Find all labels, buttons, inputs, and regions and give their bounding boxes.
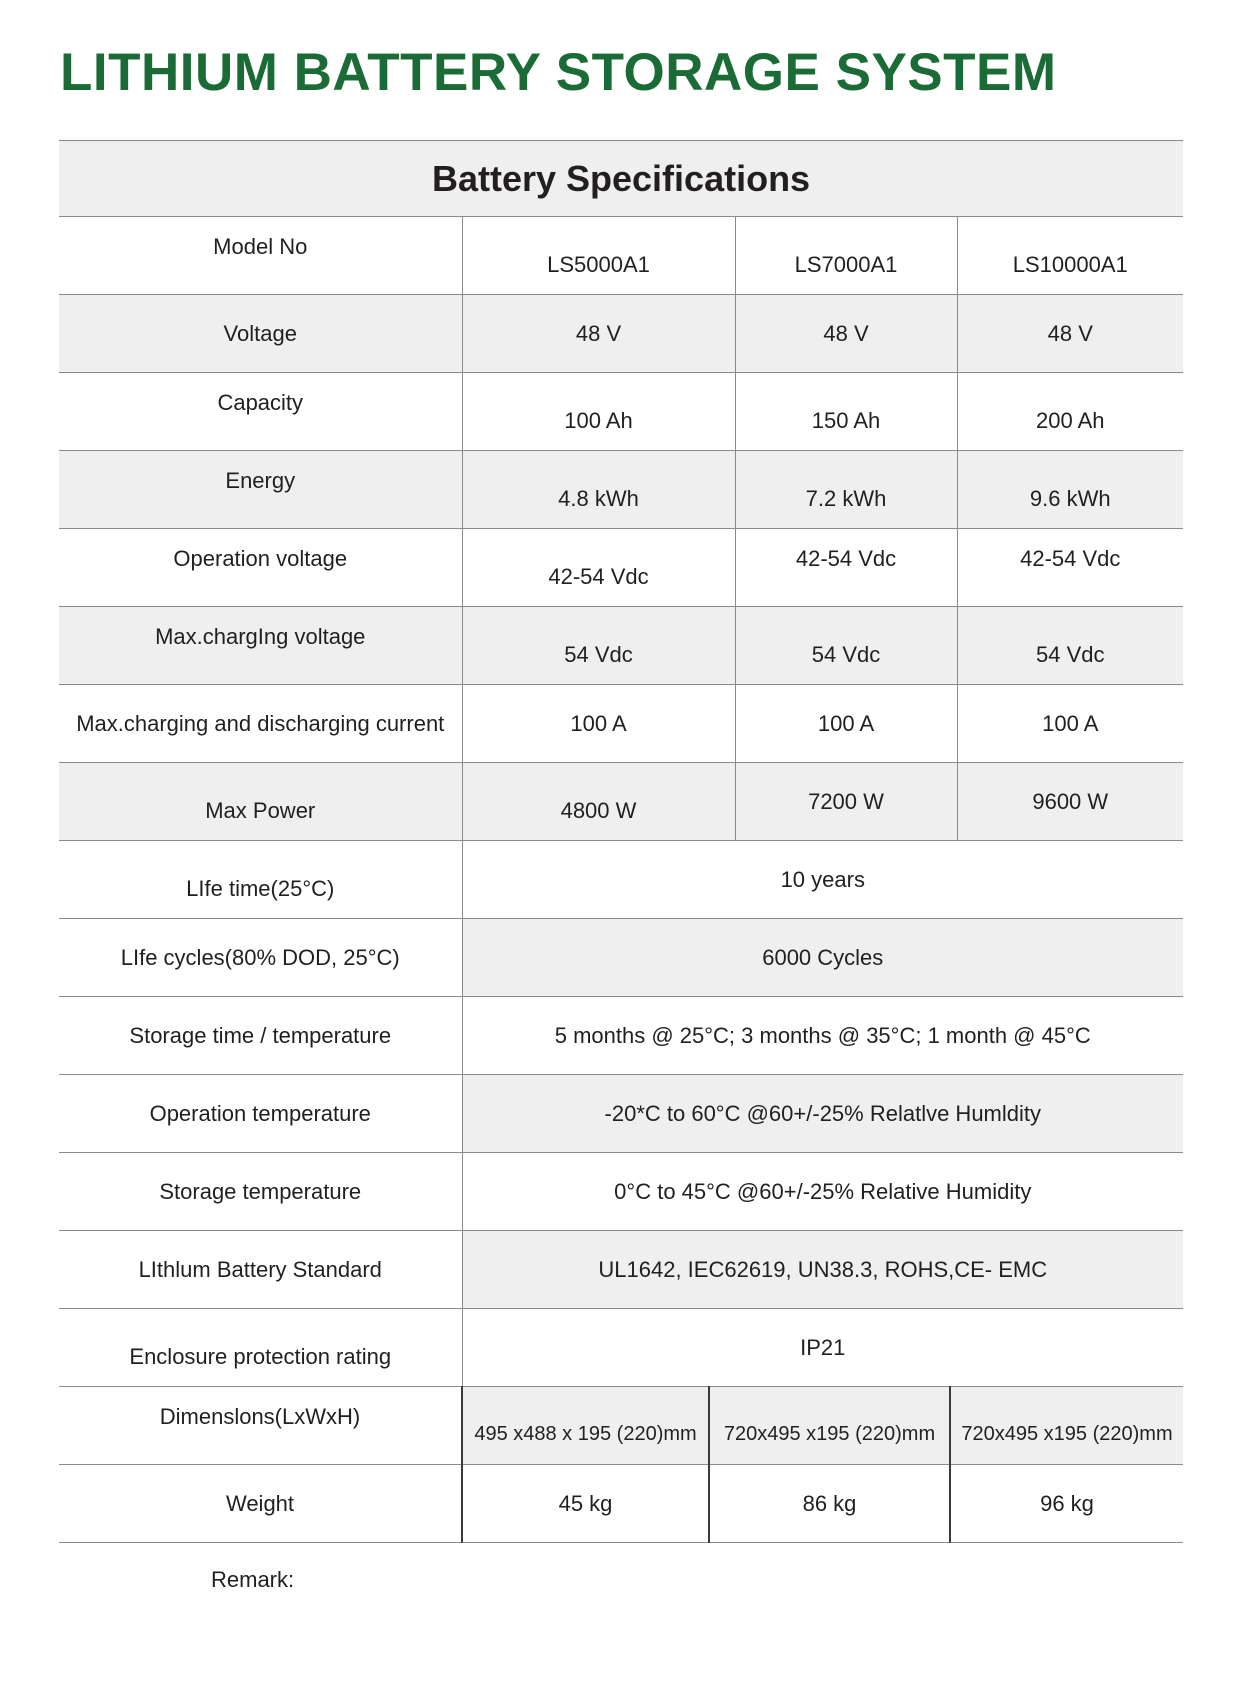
model-cell: LS5000A1 — [462, 217, 735, 295]
value-cell: 86 kg — [709, 1465, 950, 1543]
value-cell: 720x495 x195 (220)mm — [709, 1387, 950, 1465]
table-row-energy — [59, 451, 1183, 529]
table-row-storage-temperature — [59, 1153, 1183, 1231]
value-cell: 42-54 Vdc — [462, 529, 735, 607]
row-label-weight: Weight — [59, 1465, 462, 1543]
row-label-energy: Energy — [59, 451, 462, 529]
row-label-max-charging-voltage: Max.chargIng voltage — [59, 607, 462, 685]
value-cell: 9600 W — [957, 763, 1183, 841]
value-cell: 54 Vdc — [957, 607, 1183, 685]
value-cell: 100 Ah — [462, 373, 735, 451]
value-cell: 54 Vdc — [462, 607, 735, 685]
table-row-voltage — [59, 295, 1183, 373]
row-label-standard: LIthlum Battery Standard — [59, 1231, 462, 1309]
model-cell: LS7000A1 — [735, 217, 957, 295]
row-label-enclosure: Enclosure protection rating — [59, 1309, 462, 1387]
table-header-row — [59, 141, 1183, 217]
value-cell: 100 A — [957, 685, 1183, 763]
row-label-voltage: Voltage — [59, 295, 462, 373]
table-row-standard — [59, 1231, 1183, 1309]
row-label-storage-time: Storage time / temperature — [59, 997, 462, 1075]
value-cell: 6000 Cycles — [462, 919, 1183, 997]
row-label-capacity: Capacity — [59, 373, 462, 451]
row-label-model: Model No — [59, 217, 462, 295]
value-cell: 42-54 Vdc — [735, 529, 957, 607]
value-cell: 200 Ah — [957, 373, 1183, 451]
value-cell: 720x495 x195 (220)mm — [950, 1387, 1183, 1465]
table-row-max-current — [59, 685, 1183, 763]
value-cell: 96 kg — [950, 1465, 1183, 1543]
table-row-life-time — [59, 841, 1183, 919]
value-cell: 54 Vdc — [735, 607, 957, 685]
value-cell: 7.2 kWh — [735, 451, 957, 529]
table-row-operation-temperature — [59, 1075, 1183, 1153]
row-label-operation-voltage: Operation voltage — [59, 529, 462, 607]
table-row-operation-voltage — [59, 529, 1183, 607]
value-cell: 150 Ah — [735, 373, 957, 451]
battery-specifications-table — [59, 140, 1183, 1543]
value-cell: 45 kg — [462, 1465, 709, 1543]
value-cell: 4800 W — [462, 763, 735, 841]
row-label-life-cycles: LIfe cycles(80% DOD, 25°C) — [59, 919, 462, 997]
row-label-operation-temperature: Operation temperature — [59, 1075, 462, 1153]
table-row-life-cycles — [59, 919, 1183, 997]
value-cell: 10 years — [462, 841, 1183, 919]
row-label-life-time: LIfe time(25°C) — [59, 841, 462, 919]
value-cell: 0°C to 45°C @60+/-25% Relative Humidity — [462, 1153, 1183, 1231]
value-cell: 48 V — [735, 295, 957, 373]
table-row-weight — [59, 1465, 1183, 1543]
table-row-max-power — [59, 763, 1183, 841]
value-cell: 100 A — [735, 685, 957, 763]
table-row-capacity — [59, 373, 1183, 451]
model-cell: LS10000A1 — [957, 217, 1183, 295]
row-label-max-current: Max.charging and discharging current — [59, 685, 462, 763]
value-cell: -20*C to 60°C @60+/-25% Relatlve Humldity — [462, 1075, 1183, 1153]
value-cell: 48 V — [957, 295, 1183, 373]
table-row-enclosure — [59, 1309, 1183, 1387]
table-row-storage-time — [59, 997, 1183, 1075]
row-label-storage-temperature: Storage temperature — [59, 1153, 462, 1231]
remark-label: Remark: — [211, 1567, 295, 1592]
value-cell: 42-54 Vdc — [957, 529, 1183, 607]
value-cell: IP21 — [462, 1309, 1183, 1387]
table-row-max-charging-voltage — [59, 607, 1183, 685]
row-label-max-power: Max Power — [59, 763, 462, 841]
value-cell: 48 V — [462, 295, 735, 373]
value-cell: 9.6 kWh — [957, 451, 1183, 529]
page-title: LITHIUM BATTERY STORAGE SYSTEM — [60, 43, 1057, 102]
value-cell: 4.8 kWh — [462, 451, 735, 529]
value-cell: UL1642, IEC62619, UN38.3, ROHS,CE- EMC — [462, 1231, 1183, 1309]
value-cell: 100 A — [462, 685, 735, 763]
value-cell: 7200 W — [735, 763, 957, 841]
table-row-model — [59, 217, 1183, 295]
table-caption: Battery Specifications — [59, 141, 1183, 217]
row-label-dimensions: Dimenslons(LxWxH) — [59, 1387, 462, 1465]
table-row-dimensions — [59, 1387, 1183, 1465]
value-cell: 495 x488 x 195 (220)mm — [462, 1387, 709, 1465]
value-cell: 5 months @ 25°C; 3 months @ 35°C; 1 month @ 45°C — [462, 997, 1183, 1075]
